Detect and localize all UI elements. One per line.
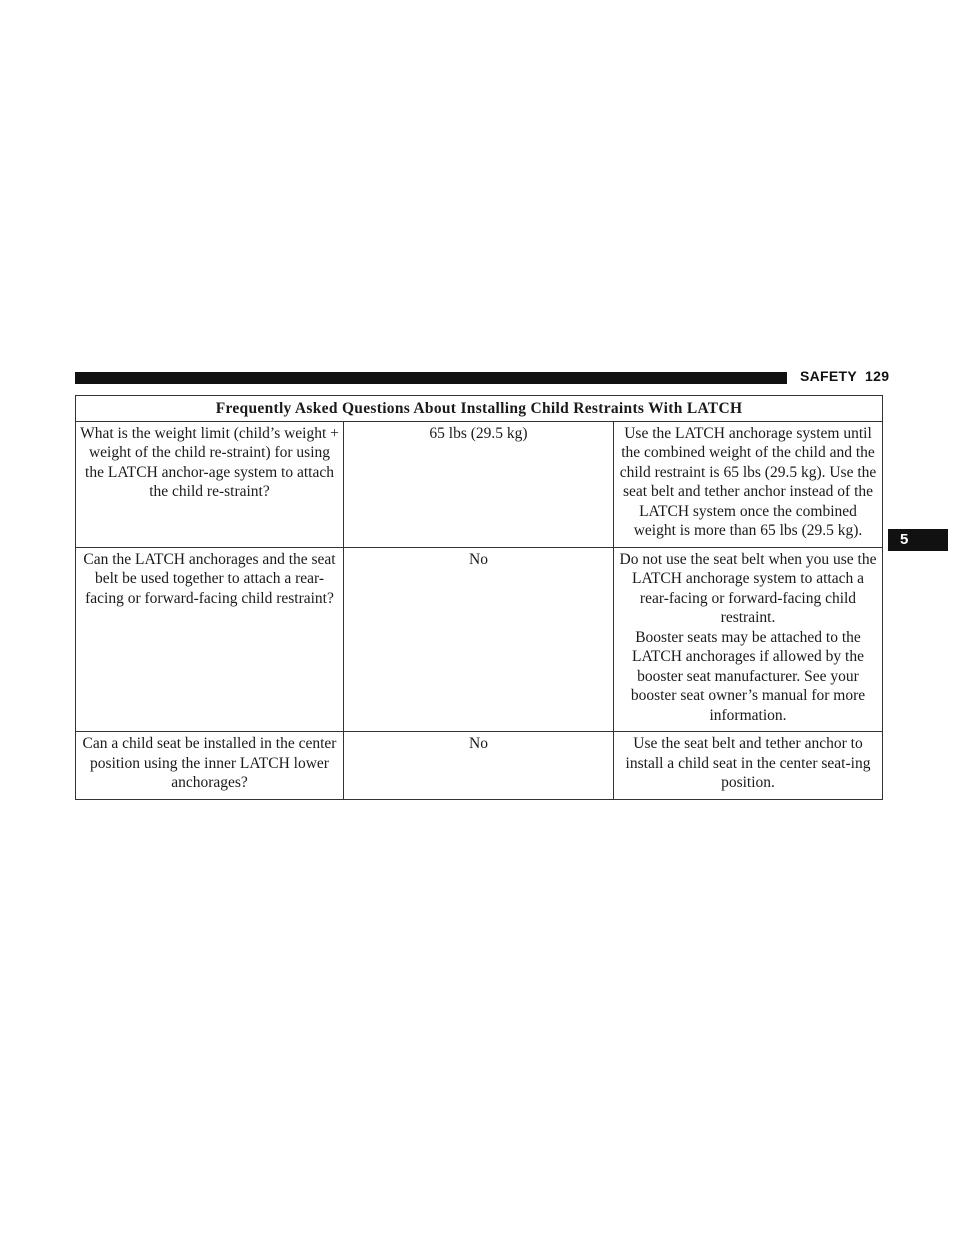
table-row	[76, 547, 883, 732]
answer-cell	[614, 547, 883, 732]
answer-paragraph: Use the LATCH anchorage system until the combined weight of the child and the child restraint is 65 lbs (29.5 kg). Use the seat belt and tether anchor instead of the LATCH system once the combined weight is more than 65 lbs (29.5 kg).	[619, 424, 877, 539]
question-cell: Can the LATCH anchorages and the seat belt be used together to attach a rear-facing or forward-facing child restraint?	[76, 547, 344, 732]
chapter-tab[interactable]: 5	[888, 529, 948, 551]
table-row	[76, 732, 883, 800]
page-number: 129	[865, 368, 890, 384]
table-row	[76, 421, 883, 547]
answer-cell	[614, 732, 883, 800]
header-rule	[75, 372, 787, 384]
short-answer-cell: 65 lbs (29.5 kg)	[344, 421, 614, 547]
running-header	[800, 368, 889, 384]
short-answer-cell: No	[344, 732, 614, 800]
table-title: Frequently Asked Questions About Installing Child Restraints With LATCH	[76, 396, 883, 422]
question-cell: What is the weight limit (child’s weight + weight of the child re-straint) for using the LATCH anchor-age system to attach the child re-straint?	[76, 421, 344, 547]
short-answer-cell: No	[344, 547, 614, 732]
answer-paragraph: Use the seat belt and tether anchor to install a child seat in the center seat-ing position.	[625, 735, 871, 791]
answer-paragraph: Do not use the seat belt when you use the LATCH anchorage system to attach a rear-facing or forward-facing child restraint.	[619, 550, 877, 626]
faq-table	[75, 395, 883, 800]
answer-paragraph: Booster seats may be attached to the LATCH anchorages if allowed by the booster seat manufacturer. See your booster seat owner’s manual for more information.	[630, 628, 866, 724]
section-title: SAFETY	[800, 368, 858, 384]
table-title-row	[76, 396, 883, 422]
question-cell: Can a child seat be installed in the center position using the inner LATCH lower anchorages?	[76, 732, 344, 800]
answer-cell	[614, 421, 883, 547]
